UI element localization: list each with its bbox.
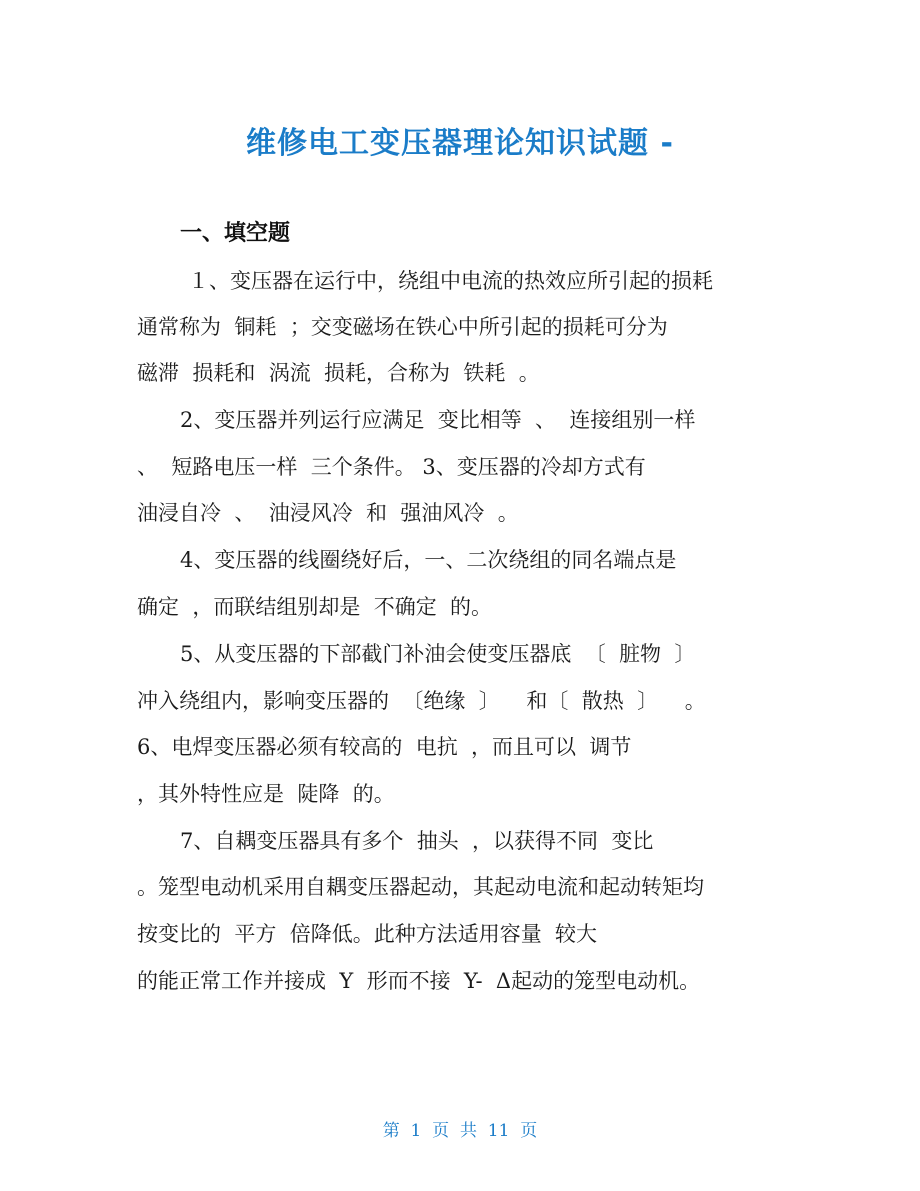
text-line: 确定 ，而联结组别却是 不确定 的。 [137, 595, 493, 619]
text-line: 冲入绕组内，影响变压器的 〔绝缘 〕 和〔 散热 〕 。 [137, 689, 706, 713]
text-line: ，其外特性应是 陡降 的。 [137, 782, 395, 806]
text-line: 、 短路电压一样 三个条件。 3、变压器的冷却方式有 [137, 455, 646, 479]
text-line: 5、从变压器的下部截门补油会使变压器底 〔 脏物 〕 [180, 642, 696, 666]
text-line: 的能正常工作并接成 Y 形而不接 Y- Δ起动的笼型电动机。 [137, 969, 701, 993]
document-title: 维修电工变压器理论知识试题 - [246, 126, 674, 161]
text-line: 按变比的 平方 倍降低。此种方法适用容量 较大 [137, 922, 598, 946]
text-line: １、变压器在运行中，绕组中电流的热效应所引起的损耗 [188, 269, 713, 293]
section-heading: 一、填空题 [180, 221, 291, 246]
text-line: 油浸自冷 、 油浸风冷 和 强油风冷 。 [137, 501, 519, 525]
text-line: 通常称为 铜耗 ；交变磁场在铁心中所引起的损耗可分为 [137, 315, 668, 339]
text-line: 4、变压器的线圈绕好后，一、二次绕组的同名端点是 [180, 548, 677, 572]
text-line: 6、电焊变压器必须有较高的 电抗 ，而且可以 调节 [137, 735, 632, 759]
text-line: 2、变压器并列运行应满足 变比相等 、 连接组别一样 [180, 408, 696, 432]
text-line: 7、自耦变压器具有多个 抽头 ，以获得不同 变比 [180, 829, 654, 853]
text-line: 。笼型电动机采用自耦变压器起动，其起动电流和起动转矩均 [137, 875, 704, 899]
text-line: 磁滞 损耗和 涡流 损耗，合称为 铁耗 。 [137, 361, 540, 385]
page-footer: 第 1 页 共 11 页 [382, 1121, 538, 1141]
